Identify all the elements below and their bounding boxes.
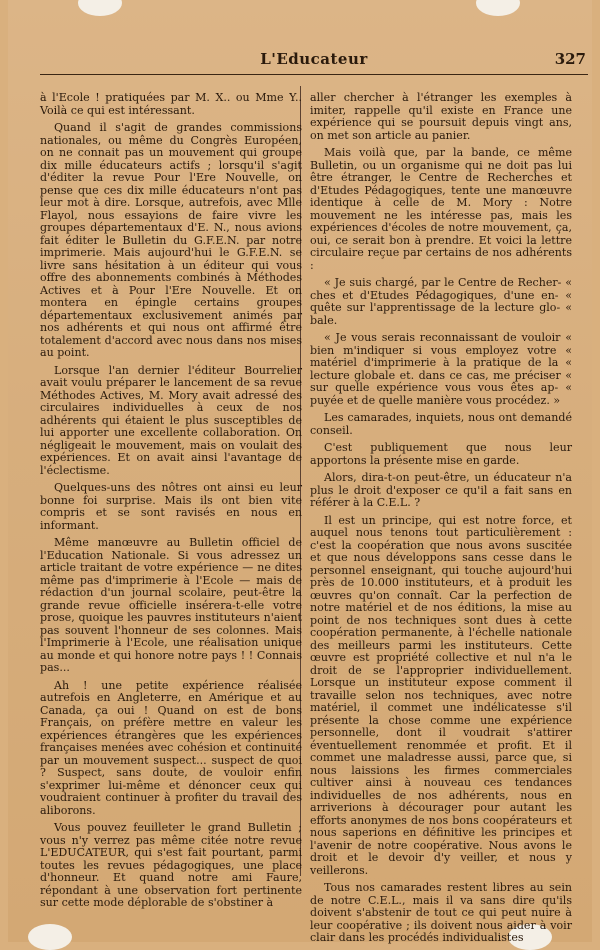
paragraph: Alors, dira-t-on peut-être, un éducateur n'a plus le droit d'exposer ce qu'il a fait sans en référer à la C.E.L. ? — [310, 471, 572, 509]
paragraph: Même manœuvre au Bulletin officiel de l'Education Nationale. Si vous adressez un article traitant de votre expérience — ne dites même pas d'imprimerie à l'Ecole — mais de rédaction d'un journal scolaire, peut-être la grande revue officielle insérera-t-elle votre prose, quoique les pauvres instituteurs n'aient pas souvent l'honneur de ses colonnes. Mais l'Imprimerie à l'Ecole, une réalisation unique au monde et qui honore notre pays ! ! Connais pas... — [40, 536, 302, 674]
journal-title: L'Educateur — [260, 50, 368, 68]
paragraph: Tous nos camarades restent libres au sein de notre C.E.L., mais il va sans dire qu'ils doivent s'abstenir de tout ce qui peut nuire à leur coopérative ; ils doivent nous aider à voir clair dans les procédés individualistes — [310, 881, 572, 944]
paragraph: Lorsque l'an dernier l'éditeur Bourrelier avait voulu préparer le lancement de sa revue Méthodes Actives, M. Mory avait adressé des circulaires individuelles à ceux de nos adhérents qui étaient le plus susceptibles de lui apporter une excellente collaboration. On négligeait le mouvement, mais on voulait des expériences. Et on avait ainsi l'avantage de l'éclectisme. — [40, 363, 302, 477]
left-column — [40, 92, 302, 915]
paragraph: Il est un principe, qui est notre force, et auquel nous tenons tout particulièrement : c'est la coopération que nous avons suscitée et que nous développons sans cesse dans le personnel enseignant, qui touche aujourd'hui près de 10.000 instituteurs, et à produit les œuvres qu'on connaît. Car la perfection de notre matériel et de nos éditions, la mise au point de nos techniques sont dues à cette coopération permanente, à l'échelle nationale des meilleurs parmi les instituteurs. Cette œuvre est propriété collective et nul n'a le droit de se l'approprier individuellement. Lorsque un instituteur expose comment il travaille selon nos techniques, avec notre matériel, il commet une indélicatesse s'il présente la chose comme une expérience personnelle, dont il voudrait s'attirer éventuellement renommée et profit. Et il commet une maladresse aussi, parce que, si nous laissions les firmes commerciales cultiver ainsi à nouveau ces tendances individuelles de nos adhérents, nous en arriverions à décourager pour autant les efforts anonymes de nos bons coopérateurs et nous saperions en définitive les principes et l'avenir de notre coopérative. Nous avons le droit et le devoir d'y veiller, et nous y veillerons. — [310, 513, 572, 877]
paragraph: Quand il s'agit de grandes commissions nationales, ou même du Congrès Européen, on ne connait pas un mouvement qui groupe dix mille éducateurs actifs ; lorsqu'il s'agit d'éditer la revue Pour l'Ere Nouvelle, on pense que ces dix mille éducateurs n'ont pas leur mot à dire. Lorsque, autrefois, avec Mlle Flayol, nous essayions de faire vivre les groupes départementaux d'E. N., nous avions fait éditer le Bulletin du G.F.E.N. par notre imprimerie. Mais aujourd'hui le G.F.E.N. se livre sans hésitation à un éditeur qui vous offre des abonnements combinés à Méthodes Actives et à Pour l'Ere Nouvelle. Et on montera en épingle certains groupes départementaux exclusivement animés par nos adhérents et qui nous ont affirmé être totalement d'accord avec nous dans nos mises au point. — [40, 121, 302, 359]
punch-hole-top-left — [78, 0, 122, 16]
punch-hole-top-right — [476, 0, 520, 16]
quoted-letter: « Je vous serais reconnaissant de vouloir « bien m'indiquer si vous employez votre « matériel d'imprimerie à la pratique de la « lecture globale et. dans ce cas, me préciser « sur quelle expérience vous vous êtes ap- « puyée et de quelle manière vous procédez. » — [310, 331, 572, 407]
punch-hole-bottom-left — [28, 924, 72, 950]
paragraph: aller chercher à l'étranger les exemples à imiter, rappelle qu'il existe en France une expérience qui se poursuit depuis vingt ans, on met son article au panier. — [310, 91, 572, 142]
paragraph: Vous pouvez feuilleter le grand Bulletin ; vous n'y verrez pas même citée notre revue L'EDUCATEUR, qui s'est fait pourtant, parmi toutes les revues pédagogiques, une place d'honneur. Et quand notre ami Faure, répondant à une observation fort pertinente sur cette mode déplorable de s'obstiner à — [40, 821, 302, 909]
paragraph: C'est publiquement que nous leur apportons la présente mise en garde. — [310, 441, 572, 467]
paragraph: Ah ! une petite expérience réalisée autrefois en Angleterre, en Amérique et au Canada, ça oui ! Quand on est de bons Français, on préfère mettre en valeur les expériences étrangères que les expériences françaises menées avec cohésion et continuité par un mouvement suspect... suspect de quoi ? Suspect, sans doute, de vouloir enfin s'exprimer lui-même et dénoncer ceux qui voudraient continuer à profiter du travail des aliborons. — [40, 678, 302, 817]
paragraph: Quelques-uns des nôtres ont ainsi eu leur bonne foi surprise. Mais ils ont bien vite compris et se sont ravisés en nous en informant. — [40, 481, 302, 532]
paragraph: Les camarades, inquiets, nous ont demandé conseil. — [310, 411, 572, 437]
page-number: 327 — [554, 50, 586, 68]
right-column — [310, 92, 572, 950]
paragraph: Mais voilà que, par la bande, ce même Bulletin, ou un organisme qui ne doit pas lui être étranger, le Centre de Recherches et d'Etudes Pédagogiques, tente une manœuvre identique à celle de M. Mory : Notre mouvement ne les intéresse pas, mais les expériences d'écoles de notre mouvement, ça, oui, ce serait bon à prendre. Et voici la lettre circulaire reçue par certains de nos adhérents : — [310, 146, 572, 272]
page-header — [40, 48, 588, 75]
quoted-letter: « Je suis chargé, par le Centre de Recher- « ches et d'Etudes Pédagogiques, d'une en- « quête sur l'apprentissage de la lecture glo- « bale. — [310, 276, 572, 327]
paragraph: à l'Ecole ! pratiquées par M. X.. ou Mme Y.. Voilà ce qui est intéressant. — [40, 91, 302, 117]
